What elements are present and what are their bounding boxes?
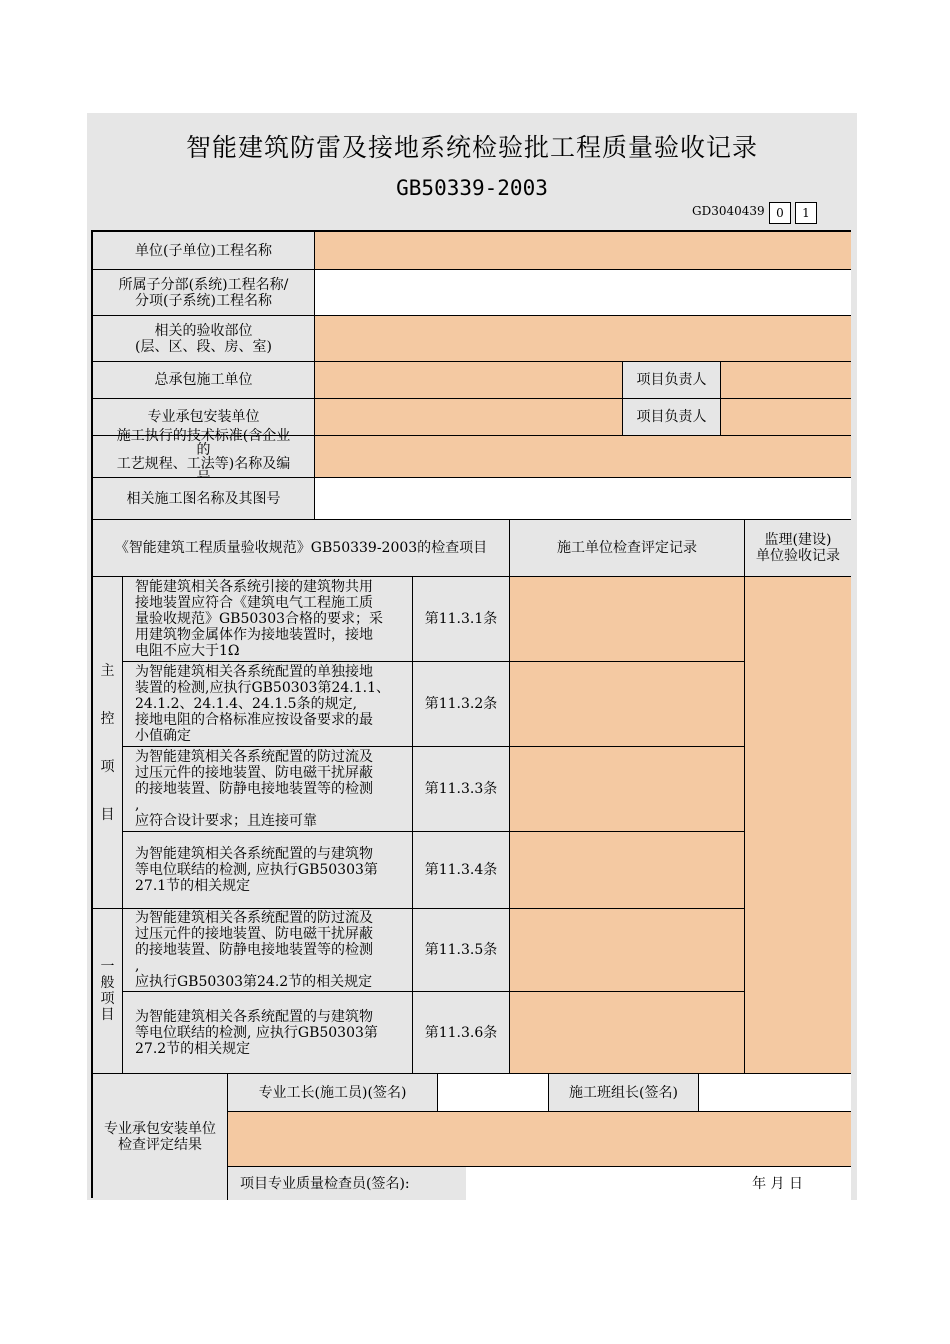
form-code: GD3040439	[692, 204, 765, 218]
main-item-clause: 第11.3.4条	[413, 832, 510, 909]
main-item-text: 为智能建筑相关各系统配置的单独接地 装置的检测,应执行GB50303第24.1.1、 24.1.2、24.1.4、24.1.5条的规定, 接地电阻的合格标准应按设备要求的最 小值确定	[123, 662, 413, 747]
code-digit-box-2[interactable]: 1	[795, 202, 817, 224]
quality-inspector-signature-label: 项目专业质量检查员(签名):	[228, 1167, 466, 1200]
drawing-label: 相关施工图名称及其图号	[93, 478, 315, 520]
main-item-construction-record[interactable]	[510, 662, 745, 747]
general-contractor-field[interactable]	[315, 362, 623, 399]
main-item-construction-record[interactable]	[510, 747, 745, 832]
main-item-clause: 第11.3.3条	[413, 747, 510, 832]
page-title: 智能建筑防雷及接地系统检验批工程质量验收记录	[185, 133, 758, 162]
main-item-clause: 第11.3.1条	[413, 577, 510, 662]
main-control-items-label: 主 控 项 目	[93, 577, 123, 909]
main-item-text: 为智能建筑相关各系统配置的与建筑物 等电位联结的检测, 应执行GB50303第 27.1节的相关规定	[123, 832, 413, 909]
subdivision-name-field[interactable]	[315, 270, 851, 316]
acceptance-location-label: 相关的验收部位 (层、区、段、房、室)	[93, 316, 315, 362]
project-manager-field-2[interactable]	[721, 399, 851, 436]
supervision-record-header: 监理(建设) 单位验收记录	[745, 520, 851, 577]
main-item-construction-record[interactable]	[510, 577, 745, 662]
acceptance-form-table	[91, 230, 851, 1198]
general-item-clause: 第11.3.5条	[413, 909, 510, 992]
foreman-signature-field[interactable]	[438, 1074, 549, 1112]
subdivision-name-label: 所属子分部(系统)工程名称/ 分项(子系统)工程名称	[93, 270, 315, 316]
main-item-clause: 第11.3.2条	[413, 662, 510, 747]
code-digit-box-1[interactable]: 0	[769, 202, 791, 224]
standard-number: GB50339-2003	[396, 176, 548, 200]
check-items-header: 《智能建筑工程质量验收规范》GB50339-2003的检查项目	[93, 520, 510, 577]
project-manager-field[interactable]	[721, 362, 851, 399]
unit-name-label: 单位(子单位)工程名称	[93, 232, 315, 270]
inspection-result-label: 专业承包安装单位 检查评定结果	[93, 1074, 228, 1200]
supervision-record-field[interactable]	[745, 577, 851, 1074]
specialist-contractor-label: 专业承包安装单位	[93, 399, 315, 436]
general-contractor-label: 总承包施工单位	[93, 362, 315, 399]
general-item-text: 为智能建筑相关各系统配置的与建筑物 等电位联结的检测, 应执行GB50303第 27.2节的相关规定	[123, 992, 413, 1074]
construction-record-header: 施工单位检查评定记录	[510, 520, 745, 577]
specialist-contractor-field[interactable]	[315, 399, 623, 436]
acceptance-location-field[interactable]	[315, 316, 851, 362]
technical-standard-field[interactable]	[315, 436, 851, 478]
main-item-construction-record[interactable]	[510, 832, 745, 909]
general-items-label: 一 般 项 目	[93, 909, 123, 1074]
project-manager-label-2: 项目负责人	[623, 399, 721, 436]
date-field[interactable]: 年 月 日	[466, 1167, 851, 1200]
team-leader-signature-field[interactable]	[699, 1074, 851, 1112]
main-item-text: 智能建筑相关各系统引接的建筑物共用 接地装置应符合《建筑电气工程施工质 量验收规范》GB50303合格的要求；采 用建筑物金属体作为接地装置时，接地 电阻不应大于1Ω	[123, 577, 413, 662]
technical-standard-label: 施工执行的技术标准(含企业 的 工艺规程、工法等)名称及编	[93, 436, 315, 478]
general-item-text: 为智能建筑相关各系统配置的防过流及 过压元件的接地装置、防电磁干扰屏蔽 的接地装置、防静电接地装置等的检测 , 应执行GB50303第24.2节的相关规定	[123, 909, 413, 992]
general-item-clause: 第11.3.6条	[413, 992, 510, 1074]
team-leader-signature-label: 施工班组长(签名)	[549, 1074, 699, 1112]
unit-name-field[interactable]	[315, 232, 851, 270]
general-item-construction-record[interactable]	[510, 992, 745, 1074]
drawing-field[interactable]	[315, 478, 851, 520]
inspection-result-field[interactable]	[228, 1112, 851, 1167]
project-manager-label: 项目负责人	[623, 362, 721, 399]
foreman-signature-label: 专业工长(施工员)(签名)	[228, 1074, 438, 1112]
main-item-text: 为智能建筑相关各系统配置的防过流及 过压元件的接地装置、防电磁干扰屏蔽 的接地装置、防静电接地装置等的检测 , 应符合设计要求；且连接可靠	[123, 747, 413, 832]
general-item-construction-record[interactable]	[510, 909, 745, 992]
